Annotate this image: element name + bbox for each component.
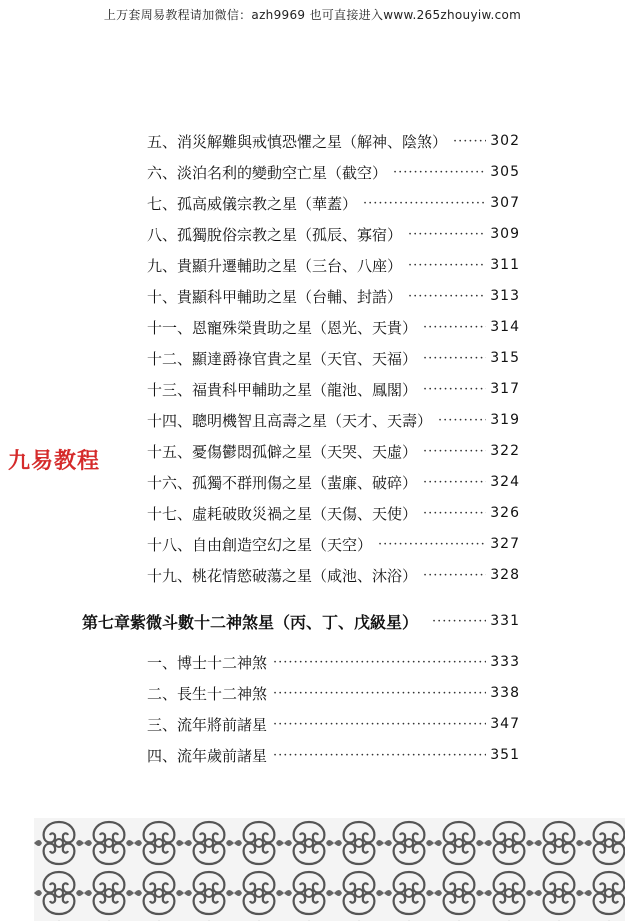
toc-entry-page: 328 — [490, 567, 520, 583]
toc-entry[interactable] — [147, 409, 520, 431]
leader-dots — [378, 537, 486, 552]
ornament-icon — [34, 818, 625, 921]
chapter-title: 紫微斗數十二神煞星（丙、丁、戊級星） — [130, 612, 419, 632]
toc-entry[interactable] — [147, 713, 520, 735]
toc-entry-title: 十五、憂傷鬱悶孤僻之星（天哭、天虛） — [147, 442, 418, 461]
leader-dots — [408, 227, 486, 242]
leader-dots — [423, 351, 486, 366]
toc-entry[interactable] — [147, 192, 520, 214]
toc-entry[interactable] — [147, 130, 520, 152]
toc-entry[interactable] — [147, 161, 520, 183]
toc-entry-page: 333 — [490, 654, 520, 670]
toc-entry-page: 315 — [490, 350, 520, 366]
toc-entry-title: 十二、顯達爵祿官貴之星（天官、天福） — [147, 349, 418, 368]
toc-entry-page: 305 — [490, 164, 520, 180]
header-banner: 上万套周易教程请加微信：azh9969 也可直接进入www.265zhouyiw.com — [103, 8, 522, 22]
toc-entry-title: 十一、恩寵殊榮貴助之星（恩光、天貴） — [147, 318, 418, 337]
toc-entry-page: 326 — [490, 505, 520, 521]
leader-dots — [438, 413, 486, 428]
leader-dots — [423, 382, 486, 397]
toc-entry[interactable] — [147, 682, 520, 704]
toc-entry[interactable] — [147, 502, 520, 524]
leader-dots — [432, 614, 486, 629]
toc-entry-page: 319 — [490, 412, 520, 428]
toc-entry[interactable] — [147, 440, 520, 462]
toc-entry-title: 一、博士十二神煞 — [147, 653, 268, 672]
toc-entry[interactable] — [147, 316, 520, 338]
toc-entry-page: 338 — [490, 685, 520, 701]
toc-entry[interactable] — [147, 223, 520, 245]
leader-dots — [423, 444, 486, 459]
toc-entry-title: 九、貴顯升遷輔助之星（三台、八座） — [147, 256, 403, 275]
leader-dots — [408, 289, 486, 304]
toc-entry-page: 302 — [490, 133, 520, 149]
chapter-page: 331 — [490, 613, 520, 629]
toc-entry-title: 十八、自由創造空幻之星（天空） — [147, 535, 373, 554]
leader-dots — [363, 196, 486, 211]
toc-entry-title: 七、孤高威儀宗教之星（華蓋） — [147, 194, 358, 213]
toc-entry-title: 十三、福貴科甲輔助之星（龍池、鳳閣） — [147, 380, 418, 399]
toc-entry[interactable] — [147, 347, 520, 369]
toc-entry[interactable] — [147, 744, 520, 766]
toc-entry-page: 351 — [490, 747, 520, 763]
toc-entry-page: 347 — [490, 716, 520, 732]
leader-dots — [423, 506, 486, 521]
toc-entry[interactable] — [147, 285, 520, 307]
toc-entry-page: 309 — [490, 226, 520, 242]
decorative-border-pattern — [34, 818, 625, 921]
toc-entry-title: 八、孤獨脫俗宗教之星（孤辰、寡宿） — [147, 225, 403, 244]
leader-dots — [273, 717, 486, 732]
leader-dots — [273, 655, 486, 670]
toc-entry-title: 十七、虛耗破敗災禍之星（天傷、天使） — [147, 504, 418, 523]
watermark-logo: 九易教程 — [8, 449, 101, 474]
toc-entry-title: 十、貴顯科甲輔助之星（台輔、封誥） — [147, 287, 403, 306]
chapter-heading[interactable] — [82, 609, 520, 633]
toc-entry[interactable] — [147, 564, 520, 586]
toc-entry-page: 307 — [490, 195, 520, 211]
toc-entry-title: 十九、桃花情慾破蕩之星（咸池、沐浴） — [147, 566, 418, 585]
toc-entry-title: 二、長生十二神煞 — [147, 684, 268, 703]
leader-dots — [423, 320, 486, 335]
toc-entry[interactable] — [147, 651, 520, 673]
toc-entry-page: 311 — [490, 257, 520, 273]
toc-entry-title: 十四、聰明機智且高壽之星（天才、天壽） — [147, 411, 433, 430]
toc-entry[interactable] — [147, 471, 520, 493]
toc-entry-page: 314 — [490, 319, 520, 335]
toc-entry-page: 317 — [490, 381, 520, 397]
leader-dots — [423, 568, 486, 583]
toc-entry-page: 322 — [490, 443, 520, 459]
leader-dots — [408, 258, 486, 273]
toc-entry[interactable] — [147, 378, 520, 400]
toc-entry-title: 六、淡泊名利的變動空亡星（截空） — [147, 163, 388, 182]
leader-dots — [393, 165, 486, 180]
leader-dots — [273, 686, 486, 701]
toc-entry-page: 313 — [490, 288, 520, 304]
toc-entry-title: 三、流年將前諸星 — [147, 715, 268, 734]
chapter-number: 第七章 — [82, 612, 131, 632]
toc-entry-title: 四、流年歲前諸星 — [147, 746, 268, 765]
leader-dots — [273, 748, 486, 763]
toc-entry[interactable] — [147, 533, 520, 555]
toc-entry-page: 324 — [490, 474, 520, 490]
toc-entry[interactable] — [147, 254, 520, 276]
toc-entry-page: 327 — [490, 536, 520, 552]
toc-entry-title: 十六、孤獨不群刑傷之星（蜚廉、破碎） — [147, 473, 418, 492]
leader-dots — [453, 134, 486, 149]
leader-dots — [423, 475, 486, 490]
toc-entry-title: 五、消災解難與戒慎恐懼之星（解神、陰煞） — [147, 132, 448, 151]
